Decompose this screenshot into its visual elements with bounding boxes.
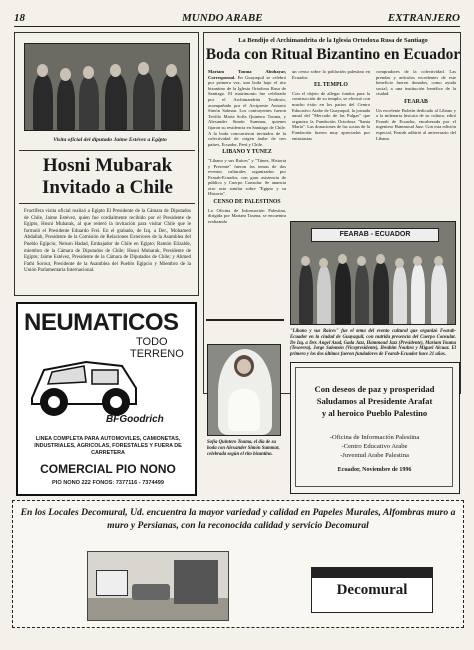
ad-subtitle-1: TODO: [136, 336, 168, 348]
ad-description: LINEA COMPLETA PARA AUTOMOVILES, CAMIONETAS, INDUSTRIALES, AGRICOLAS, FORESTALES Y FUERA DE CARRETERA: [34, 436, 182, 456]
org-2: -Centro Educativo Arabe: [341, 443, 408, 450]
org-3: -Juventud Arabe Palestina: [340, 452, 409, 459]
section-name: EXTRANJERO: [387, 12, 460, 24]
page-number: 18: [14, 12, 25, 24]
decomural-logo: Decomural: [336, 582, 408, 598]
divider: [19, 203, 195, 204]
libano-text: "Líbano y sus Raíces" y "Túnez, Historia y Presente" fueron los temas de dos eventos culturales organizados por Fearab-Ecuador, con gran asistencia de público y Cuerpo Consular. Se anuncia otro acto similar sobre "Egipto y su Historia".: [208, 157, 286, 197]
greeting-line2: Saludamos al Presidente Arafat: [316, 396, 433, 406]
greeting-box: [290, 362, 460, 494]
decomural-headline: En los Locales Decomural, Ud. encuentra la mayor variedad y calidad en Papeles Murales, Alfombras muro a muro y Persianas, con la reconocida calidad y servicio Decomural: [20, 507, 456, 531]
decomural-ad: [12, 500, 464, 628]
col2-text: un censo sobre la población palestina en Ecuador.: [292, 69, 370, 80]
fearab-photo-caption: "Líbano y sus Raíces" fue el tema del evento cultural que organizó Fearab-Ecuador en la ciudad de Guayaquil, con nutrida presencia del Cuerpo Consular. De Izq. a Der. Angel Azad, Gada Jazz, Hammoud Jazz (Presidente), Mariam Touma (Tesorera), Jorge Salomón (Vicepresidente), Ibrahim Nouhra y Miguel Alcuaz. El primero y los dos últimos fueron fundadores de Fearab-Ecuador hace 21 años.: [290, 329, 456, 358]
store-address: PIO NONO 222 FONOS: 7377116 - 7374499: [52, 480, 164, 486]
fearab-banner: FEARAB - ECUADOR: [311, 228, 439, 242]
fearab-text: Un excelente Boletín dedicado al Líbano y a la milenaria historia de su cultura, editó Fearab de Ecuador, encabezada por el ingeniero Hammoud Jazz. Con esta edición especial, Fearab adhirió al aniversario del Líbano.: [376, 107, 456, 141]
greeting-line1: Con deseos de paz y prosperidad: [314, 384, 435, 394]
article-body: Fructífera visita oficial realizó a Egipto El Presidente de la Cámara de Diputados de Chile, Jaime Estévez, quien fue cordialmente recibido por el Presidente de Egipto, Hosni Mubarak, al que reiteró la invitación para visitar Chile que le formuló el Presidente Eduardo Frei. En el grabado, de Izq. a Der., Mohamed Abdallah, Presidente de la Comisión de Relaciones Exteriores de la Asamblea del Pueblo Egipcio; Nelson Hadad, Embajador de Chile en Egipto; Ramón Elizalde, miembro de la Cámara de Diputados de Chile; Hosni Mubarak, Presidente de Egipto; Jaime Estévez, Presidente de la Cámara de Diputados de Chile; y Ahmed Fathi Sorour, Presidente de la Asamblea del Pueblo Egipcio y Miembro de la Unión Parlamentaria Internacional.: [24, 209, 191, 274]
col1-text: En Guayaquil se celebró por primera vez, una boda bajo el rito bizantino de la Iglesia Ortodoxa Rusa de Santiago. El matrimonio fue celebrado por el Archimandrita Teodosio, acompañado por el Arcipreste Antonio Simón Salman. Los contrayentes fueron Teófilo María Sofía Quintero Touma, y Alexander Simón Summar, quienes fijaron su residencia en Santiago de Chile. A la boda concurrieron invitados de la colectividad de origen árabe de tres países, Ecuador, Perú y Chile.: [208, 74, 286, 147]
section-libano: LIBANO Y TUNEZ: [222, 149, 272, 156]
section-censo: CENSO DE PALESTINOS: [213, 199, 281, 206]
official-visit-photo: [24, 43, 190, 131]
divider: [19, 150, 195, 151]
store-name: COMERCIAL PIO NONO: [40, 462, 176, 476]
truck-illustration: [24, 348, 154, 418]
org-1: -Oficina de Información Palestina: [329, 434, 420, 441]
ad-subtitle-2: TERRENO: [130, 348, 184, 360]
bride-photo: [207, 344, 281, 436]
column-2: [292, 69, 370, 143]
interior-photo: [87, 551, 229, 621]
headline-line2: Invitado a Chile: [42, 177, 173, 198]
page-header: [14, 10, 460, 27]
censo-text: La Oficina de Información Palestina, dirigida por Mariam Touma, se encuentra realizando: [208, 207, 286, 224]
greeting-date: Ecuador, Noviembre de 1996: [337, 467, 412, 473]
decomural-logo-box: [311, 567, 433, 613]
neumaticos-ad: [16, 302, 197, 496]
section-fearab: FEARAB: [404, 98, 428, 105]
boda-article: [203, 32, 461, 394]
ad-title: NEUMATICOS: [24, 309, 179, 336]
photo-caption: Visita oficial del diputado Jaime Estévez a Egipto: [53, 137, 167, 143]
column-1: [208, 69, 286, 226]
section-templo: EL TEMPLO: [314, 82, 348, 89]
brand-logo: BFGoodrich: [106, 414, 164, 425]
column-3: [376, 69, 456, 143]
headline-line1: Hosni Mubarak: [42, 155, 173, 176]
greeting-line3: y al heroico Pueblo Palestino: [321, 408, 428, 418]
byline: Mariam Touma Abuhayar, Corresponsal.: [208, 69, 286, 80]
mubarak-article: [14, 32, 199, 296]
templo-text: Con el objeto de allegar fondos para la construcción de su templo, se efectuó con mucho éxito en los patios del Centro Educativo Arabe de Guayaquil, la jornada anual del "Mercado de las Pulgas" que organiza la Fundación Ortodoxa "Santa María". Las donaciones de las socias de la Fundación fueron muy apreciadas por entusiastas: [292, 90, 370, 141]
bride-caption: Sofía Quintero Touma, el día de su boda con Alexander Simón Summar, celebrada según el rito bizantino.: [207, 440, 280, 457]
publication-name: MUNDO ARABE: [182, 12, 263, 24]
col3-text: compradores de la colectividad. Las prendas y artículos excedentes de este beneficio fueron donados, como ayuda social, a una institución benéfica de la ciudad.: [376, 69, 456, 97]
fearab-event-photo: [290, 221, 456, 325]
article-kicker: La Bendijo el Archimandrita de la Iglesia Ortodoxa Rusa de Santiago: [238, 37, 428, 44]
spacer: [206, 319, 284, 321]
article-headline: Boda con Ritual Bizantino en Ecuador: [205, 46, 461, 63]
